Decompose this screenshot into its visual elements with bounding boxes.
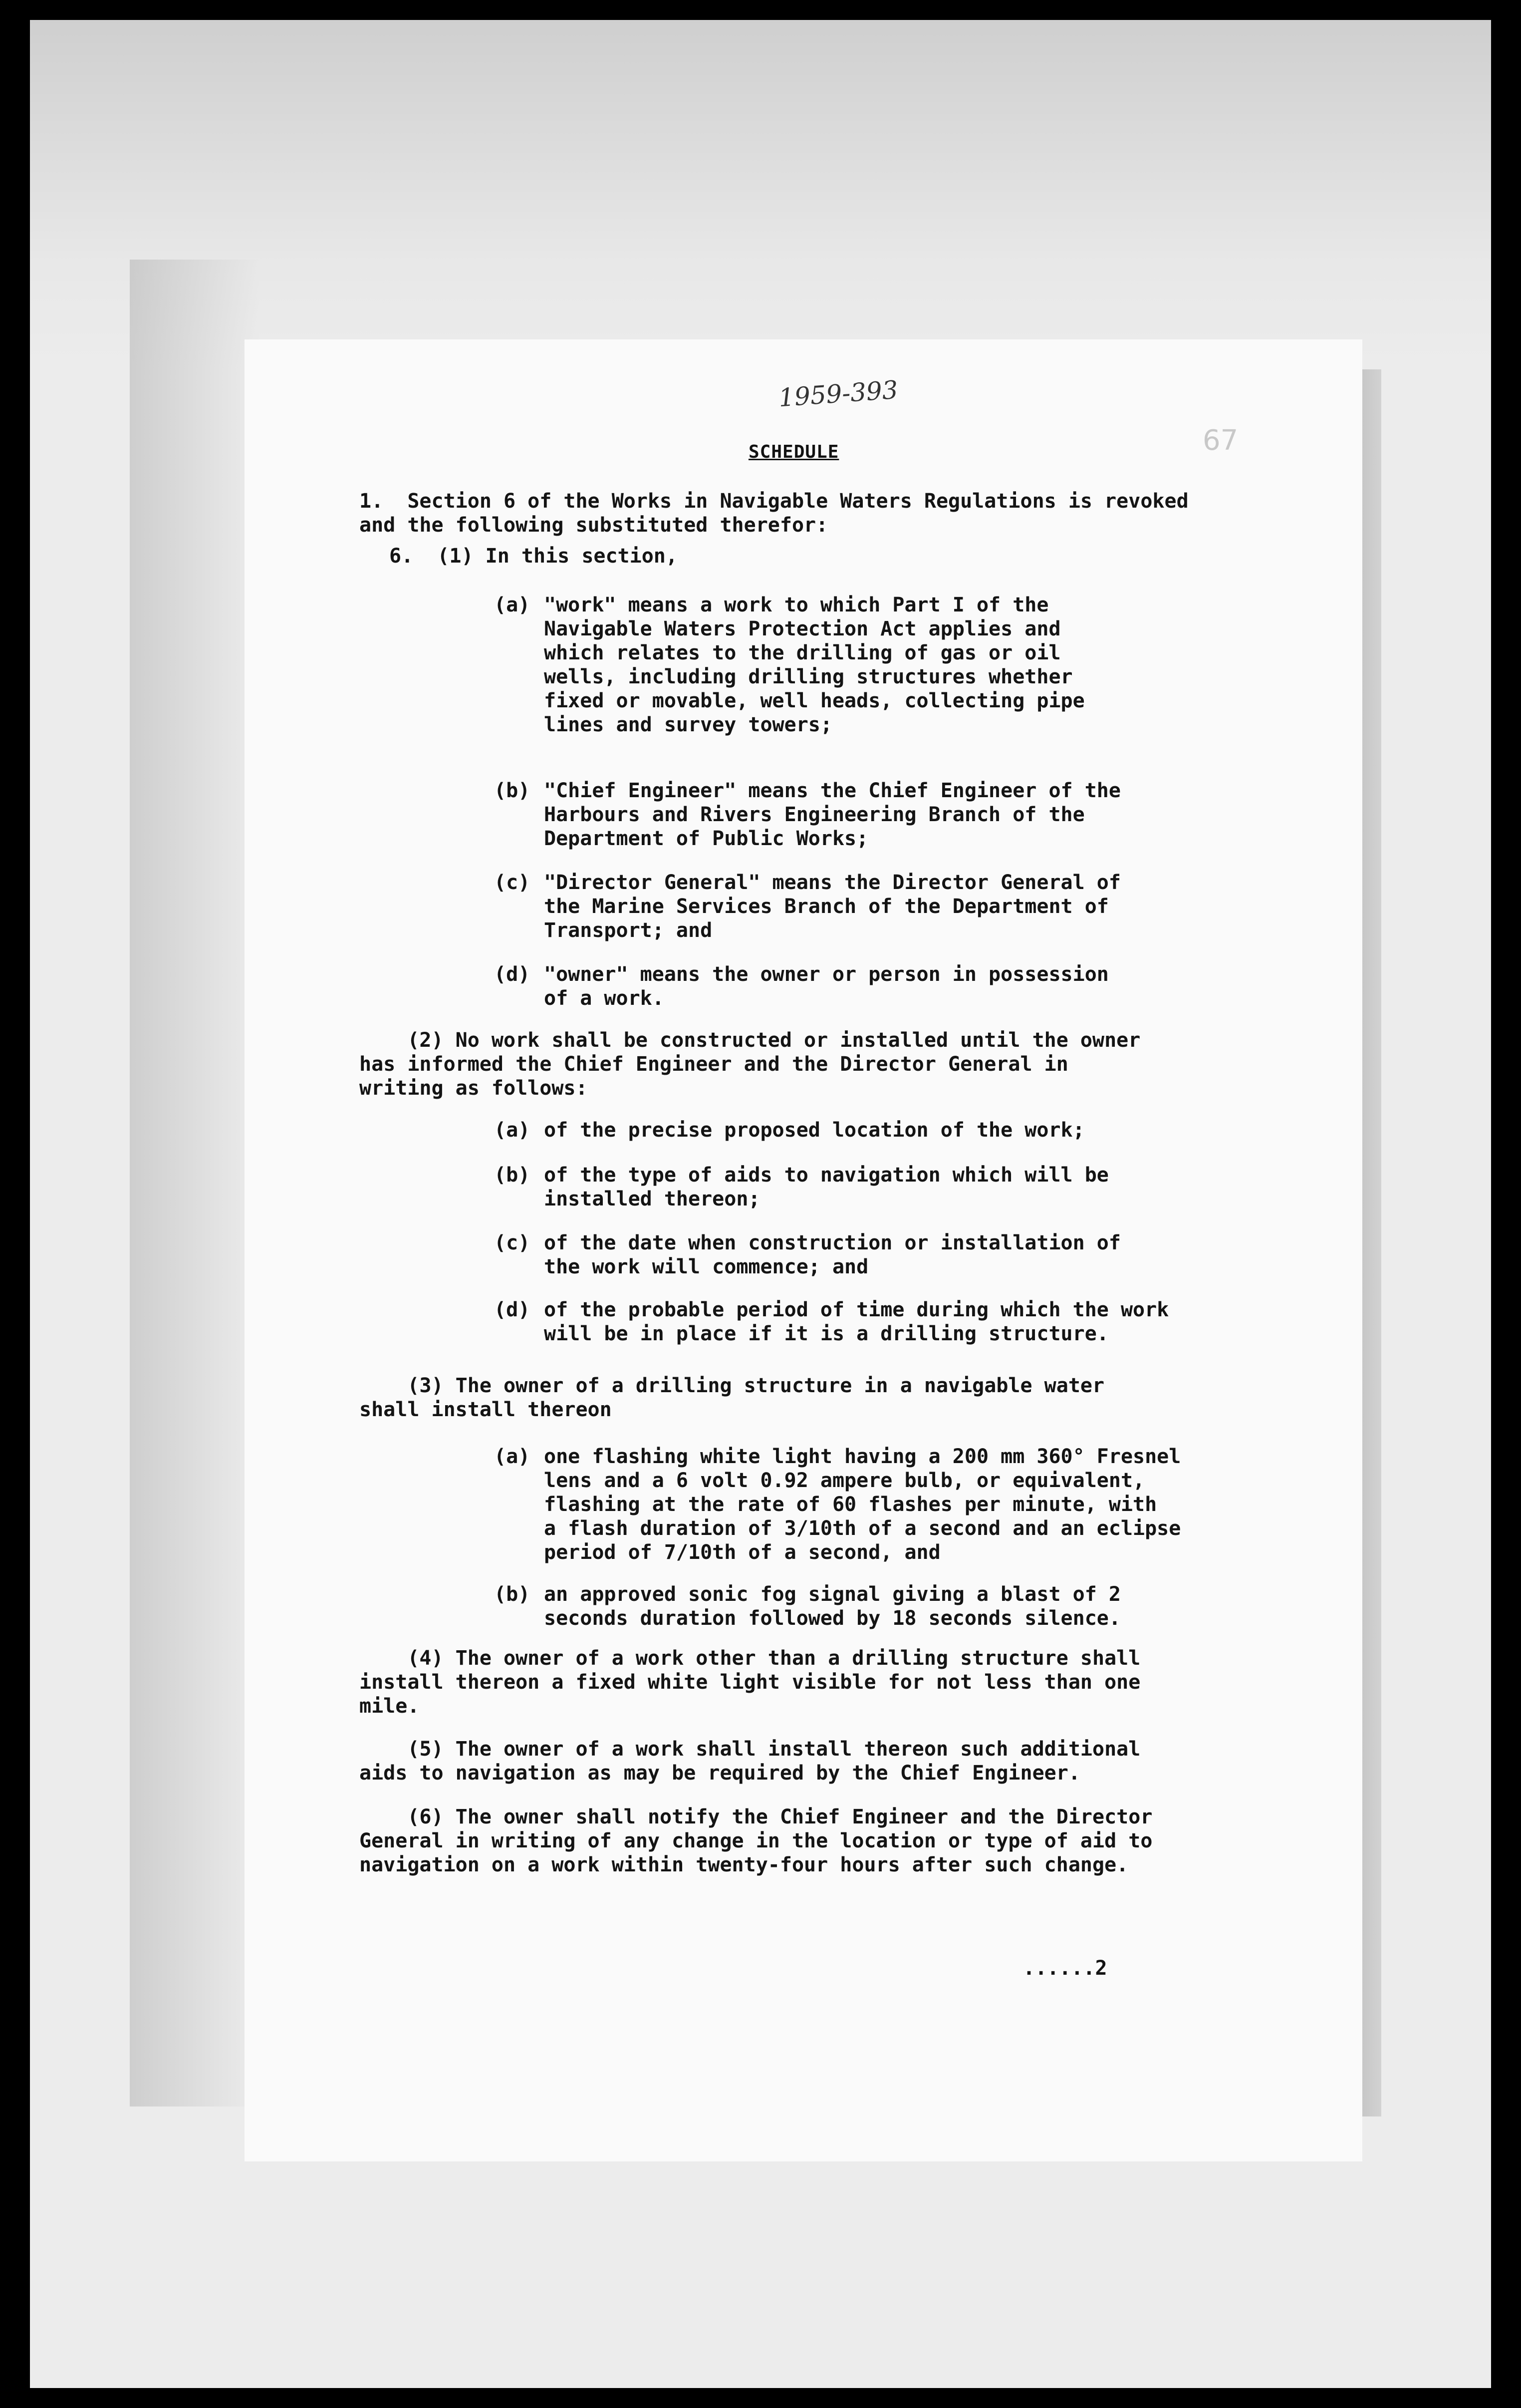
paragraph-6: (6) The owner shall notify the Chief Engineer and the Director General in writing of any change in the location or type of aid to navigation on a work within twenty-four hours after such change. [359,1806,1153,1876]
paragraph-2-item-label: (d) [494,1298,530,1321]
paragraph-2-item-label: (b) [494,1164,530,1187]
faint-page-mark: 67 [1203,424,1239,457]
paragraph-3-item-a: one flashing white light having a 200 mm 360° Fresnel lens and a 6 volt 0.92 ampere bulb, or equivalent, flashing at the rate of 60 flashes per minute, with a flash duration of 3/10th of a second and an eclipse period of 7/10th of a second, and [544,1445,1181,1564]
scan-smudge-left [130,260,259,2107]
paragraph-2-item-label: (c) [494,1231,530,1254]
paragraph-2-item-b: of the type of aids to navigation which will be installed thereon; [544,1164,1109,1210]
paragraph-3-intro: (3) The owner of a drilling structure in a navigable water shall install thereon [359,1374,1105,1421]
document-page [245,339,1362,2161]
paragraph-3-item-label: (b) [494,1583,530,1606]
paragraph-3-item-b: an approved sonic fog signal giving a blast of 2 seconds duration followed by 18 seconds silence. [544,1583,1121,1630]
definition-chief-engineer: "Chief Engineer" means the Chief Engineer of the Harbours and Rivers Engineering Branch of the Department of Public Works; [544,779,1121,850]
handwritten-reference: 1959-393 [777,375,899,413]
definition-work: "work" means a work to which Part I of the Navigable Waters Protection Act applies and which relates to the drilling of gas or oil wells, including drilling structures whether fixed or movable, well heads, collecting pipe lines and survey towers; [544,594,1085,736]
intro-paragraph: 1. Section 6 of the Works in Navigable Waters Regulations is revoked and the following substituted therefor: [359,490,1189,537]
paragraph-5: (5) The owner of a work shall install thereon such additional aids to navigation as may be required by the Chief Engineer. [359,1738,1141,1785]
paragraph-2-item-c: of the date when construction or installation of the work will commence; and [544,1231,1121,1278]
definition-director-general: "Director General" means the Director General of the Marine Services Branch of the Department of Transport; and [544,871,1121,942]
page-continuation-marker: ......2 [1023,1957,1107,1980]
paragraph-2-intro: (2) No work shall be constructed or installed until the owner has informed the Chief Engineer and the Director General in writing as follows: [359,1029,1141,1100]
definition-label: (b) [494,779,530,802]
paragraph-4: (4) The owner of a work other than a drilling structure shall install thereon a fixed white light visible for not less than one mile. [359,1647,1141,1718]
paragraph-3-item-label: (a) [494,1445,530,1468]
paragraph-2-item-a: of the precise proposed location of the work; [544,1119,1085,1142]
section-6-label: 6. (1) In this section, [389,545,678,568]
definition-label: (d) [494,963,530,986]
definition-label: (c) [494,871,530,894]
definition-owner: "owner" means the owner or person in possession of a work. [544,963,1109,1010]
paragraph-2-item-d: of the probable period of time during which the work will be in place if it is a drilling structure. [544,1298,1169,1345]
paragraph-2-item-label: (a) [494,1119,530,1142]
schedule-heading: SCHEDULE [749,442,839,462]
scan-frame [30,20,1491,2388]
definition-label: (a) [494,594,530,616]
